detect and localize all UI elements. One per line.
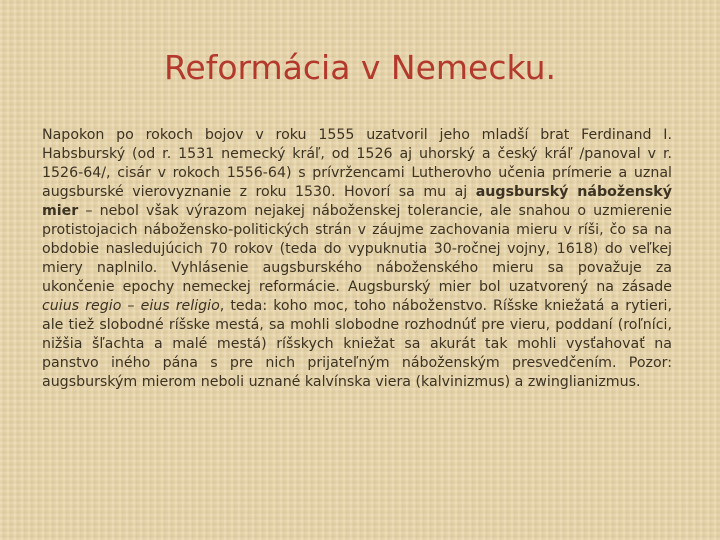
paragraph-text-part-1: Napokon po rokoch bojov v roku 1555 uzatvoril jeho mladší brat Ferdinand I. Habsburský (od r. 1531 nemecký kráľ, od 1526 aj uhorský a český kráľ /panoval v r. 1526-64/, cisár v rokoch 1556-64) s prívržencami Lutherovho učenia prímerie a uznal augsburské vierovyznanie z roku 1530. Hovorí sa mu aj <box>42 127 672 200</box>
body-paragraph <box>42 126 672 392</box>
slide-title: Reformácia v Nemecku. <box>163 48 557 87</box>
bold-term-augsburg-peace: augsburský náboženský mier <box>42 184 672 219</box>
paragraph-text-part-2: – nebol však výrazom nejakej náboženskej tolerancie, ale snahou o uzmierenie protistojacich nábožensko-politických strán v záujme zachovania mieru v ríši, čo sa na obdobie nasledujúcich 70 rokov (teda do vypuknutia 30-ročnej vojny, 1618) do veľkej miery naplnilo. Vyhlásenie augsburského náboženského mieru sa považuje za ukončenie epochy nemeckej reformácie. Augsburský mier bol uzatvorený na zásade <box>42 203 672 295</box>
italic-term-cuius-regio: cuius regio – eius religio <box>42 298 220 314</box>
paragraph-text-part-3: , teda: koho moc, toho náboženstvo. Ríšske kniežatá a rytieri, ale tiež slobodné ríšske mestá, sa mohli slobodne rozhodnúť pre vieru, poddaní (roľníci, nižšia šľachta a malé mestá) ríšskych kniežat sa akurát tak mohli vysťahovať na panstvo iného pána s pre nich prijateľným náboženským presvedčením. Pozor: augsburským mierom neboli uznané kalvínska viera (kalvinizmus) a zwinglianizmus. <box>42 298 672 390</box>
